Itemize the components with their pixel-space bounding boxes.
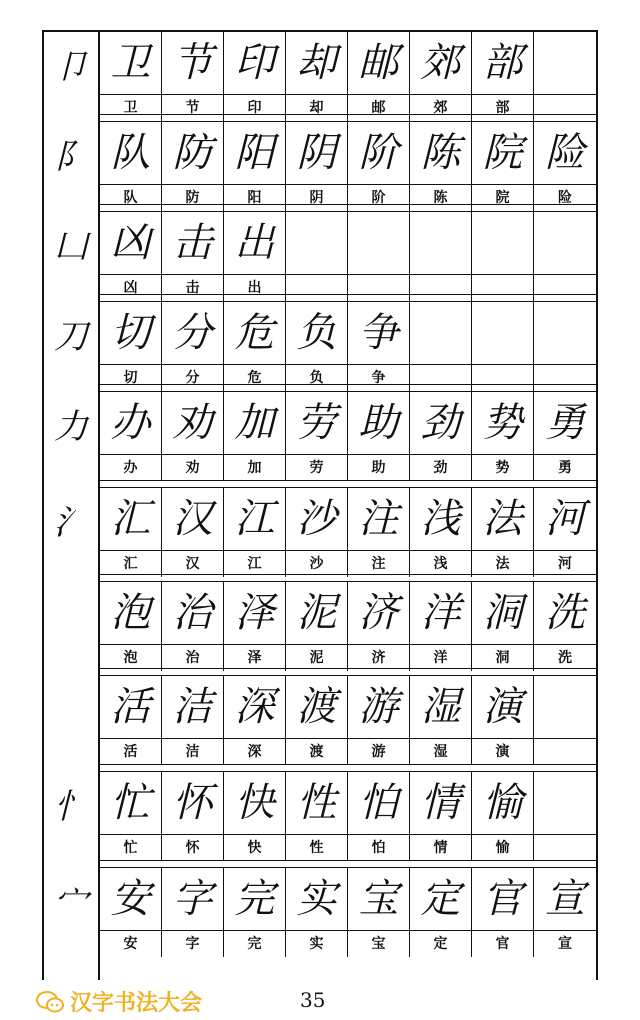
character-cell bbox=[100, 32, 162, 121]
character-cell bbox=[348, 772, 410, 861]
handwritten-character: 负 bbox=[296, 310, 337, 356]
handwritten-character: 部 bbox=[482, 40, 523, 86]
character-cell bbox=[410, 488, 472, 577]
printed-character: 渡 bbox=[286, 738, 347, 765]
handwritten-character: 办 bbox=[110, 400, 151, 446]
handwritten-character: 阴 bbox=[296, 130, 337, 176]
handwritten-character: 洁 bbox=[172, 684, 213, 730]
handwritten-character bbox=[410, 212, 471, 274]
character-cell bbox=[100, 212, 162, 301]
character-cell bbox=[348, 392, 410, 481]
character-cell bbox=[162, 488, 224, 577]
printed-character: 洗 bbox=[534, 644, 596, 671]
printed-character: 法 bbox=[472, 550, 533, 577]
brand-logo bbox=[36, 986, 202, 1017]
printed-character bbox=[534, 738, 596, 765]
handwritten-character: 官 bbox=[482, 876, 523, 922]
character-cell bbox=[286, 392, 348, 481]
character-cell bbox=[348, 122, 410, 211]
character-cell bbox=[224, 772, 286, 861]
character-cell bbox=[410, 32, 472, 121]
printed-character: 性 bbox=[286, 834, 347, 861]
printed-character: 泡 bbox=[100, 644, 161, 671]
handwritten-character: 忙 bbox=[110, 780, 151, 826]
character-cell bbox=[162, 32, 224, 121]
printed-character: 愉 bbox=[472, 834, 533, 861]
character-cell bbox=[534, 772, 596, 861]
character-cell bbox=[100, 582, 162, 671]
handwritten-character: 院 bbox=[482, 130, 523, 176]
printed-character: 阶 bbox=[348, 184, 409, 211]
printed-character: 浅 bbox=[410, 550, 471, 577]
handwritten-character: 洗 bbox=[545, 590, 585, 636]
printed-character: 快 bbox=[224, 834, 285, 861]
radical-label: 忄 bbox=[54, 787, 88, 827]
character-cell bbox=[472, 122, 534, 211]
radical-label: 阝 bbox=[54, 137, 88, 177]
row-separator bbox=[100, 764, 596, 772]
printed-character: 劳 bbox=[286, 454, 347, 481]
handwritten-character: 防 bbox=[172, 130, 213, 176]
printed-character: 凶 bbox=[100, 274, 161, 301]
printed-character: 防 bbox=[162, 184, 223, 211]
printed-character: 势 bbox=[472, 454, 533, 481]
character-cell bbox=[410, 392, 472, 481]
handwritten-character: 勇 bbox=[545, 400, 585, 446]
character-cell bbox=[224, 488, 286, 577]
handwritten-character: 治 bbox=[172, 590, 213, 636]
character-cell bbox=[162, 392, 224, 481]
handwritten-character: 渡 bbox=[296, 684, 337, 730]
handwritten-character: 沙 bbox=[296, 496, 337, 542]
radical-label: 氵 bbox=[54, 503, 88, 543]
printed-character: 加 bbox=[224, 454, 285, 481]
handwritten-character bbox=[410, 302, 471, 364]
character-cell bbox=[162, 868, 224, 957]
handwritten-character: 加 bbox=[234, 400, 275, 446]
character-cell bbox=[224, 122, 286, 211]
character-cell bbox=[286, 302, 348, 391]
printed-character: 游 bbox=[348, 738, 409, 765]
character-cell bbox=[472, 676, 534, 765]
character-cell bbox=[224, 212, 286, 301]
printed-character: 阴 bbox=[286, 184, 347, 211]
row-separator bbox=[100, 204, 596, 212]
character-cell bbox=[534, 122, 596, 211]
character-cell bbox=[348, 212, 410, 301]
handwritten-character: 性 bbox=[296, 780, 337, 826]
handwritten-character: 危 bbox=[234, 310, 275, 356]
printed-character: 怕 bbox=[348, 834, 409, 861]
handwritten-character: 汉 bbox=[172, 496, 213, 542]
character-cell bbox=[286, 32, 348, 121]
printed-character: 江 bbox=[224, 550, 285, 577]
character-cell bbox=[410, 212, 472, 301]
character-cell bbox=[348, 488, 410, 577]
handwritten-character bbox=[286, 212, 347, 274]
printed-character: 院 bbox=[472, 184, 533, 211]
handwritten-character: 快 bbox=[234, 780, 275, 826]
printed-character: 汇 bbox=[100, 550, 161, 577]
handwritten-character: 劝 bbox=[172, 400, 213, 446]
character-cell bbox=[100, 488, 162, 577]
printed-character: 注 bbox=[348, 550, 409, 577]
handwritten-character bbox=[534, 676, 596, 738]
handwritten-character: 劲 bbox=[420, 400, 461, 446]
character-cell bbox=[100, 302, 162, 391]
character-cell bbox=[410, 676, 472, 765]
character-cell bbox=[162, 582, 224, 671]
character-cell bbox=[286, 212, 348, 301]
radical-label: 卩 bbox=[54, 47, 88, 87]
character-cell bbox=[410, 302, 472, 391]
handwritten-character: 节 bbox=[172, 40, 213, 86]
printed-character: 治 bbox=[162, 644, 223, 671]
logo-text: 汉字书法大会 bbox=[70, 991, 203, 1016]
handwritten-character: 阶 bbox=[358, 130, 399, 176]
handwritten-character: 出 bbox=[234, 220, 275, 266]
handwritten-character: 浅 bbox=[420, 496, 461, 542]
printed-character: 济 bbox=[348, 644, 409, 671]
printed-character bbox=[534, 834, 596, 861]
printed-character: 击 bbox=[162, 274, 223, 301]
printed-character: 完 bbox=[224, 930, 285, 957]
printed-character: 办 bbox=[100, 454, 161, 481]
handwritten-character bbox=[472, 212, 533, 274]
printed-character: 出 bbox=[224, 274, 285, 301]
printed-character: 河 bbox=[534, 550, 596, 577]
character-cell bbox=[472, 868, 534, 957]
handwritten-character bbox=[534, 302, 596, 364]
handwritten-character: 险 bbox=[545, 130, 585, 176]
handwritten-character: 汇 bbox=[110, 496, 151, 542]
printed-character: 部 bbox=[472, 94, 533, 121]
character-cell bbox=[472, 392, 534, 481]
handwritten-character: 却 bbox=[296, 40, 337, 86]
radical-label: 凵 bbox=[54, 227, 88, 267]
printed-character: 阳 bbox=[224, 184, 285, 211]
printed-character: 危 bbox=[224, 364, 285, 391]
printed-character: 情 bbox=[410, 834, 471, 861]
handwritten-character bbox=[534, 772, 596, 834]
row-separator bbox=[100, 668, 596, 676]
character-cell bbox=[410, 868, 472, 957]
handwritten-character: 字 bbox=[172, 876, 213, 922]
handwritten-character: 愉 bbox=[482, 780, 523, 826]
handwritten-character: 定 bbox=[420, 876, 461, 922]
character-cell bbox=[100, 122, 162, 211]
character-cell bbox=[534, 582, 596, 671]
printed-character: 劲 bbox=[410, 454, 471, 481]
handwritten-character: 活 bbox=[110, 684, 151, 730]
character-cell bbox=[224, 676, 286, 765]
character-cell bbox=[534, 676, 596, 765]
radical-label: 刀 bbox=[54, 317, 88, 357]
character-cell bbox=[348, 582, 410, 671]
printed-character: 助 bbox=[348, 454, 409, 481]
row-separator bbox=[100, 114, 596, 122]
character-cell bbox=[100, 868, 162, 957]
character-cell bbox=[162, 772, 224, 861]
printed-character: 安 bbox=[100, 930, 161, 957]
printed-character: 却 bbox=[286, 94, 347, 121]
handwritten-character: 完 bbox=[234, 876, 275, 922]
printed-character: 洋 bbox=[410, 644, 471, 671]
handwritten-character: 怕 bbox=[358, 780, 399, 826]
printed-character: 负 bbox=[286, 364, 347, 391]
radical-label: 力 bbox=[54, 407, 88, 447]
printed-character: 忙 bbox=[100, 834, 161, 861]
character-cell bbox=[286, 488, 348, 577]
handwritten-character: 阳 bbox=[234, 130, 275, 176]
printed-character: 队 bbox=[100, 184, 161, 211]
handwritten-character: 势 bbox=[482, 400, 523, 446]
printed-character: 勇 bbox=[534, 454, 596, 481]
handwritten-character: 击 bbox=[172, 220, 213, 266]
printed-character: 演 bbox=[472, 738, 533, 765]
handwritten-character: 演 bbox=[482, 684, 523, 730]
handwritten-character: 陈 bbox=[420, 130, 461, 176]
handwritten-character bbox=[472, 302, 533, 364]
character-cell bbox=[410, 772, 472, 861]
handwritten-character: 争 bbox=[358, 310, 399, 356]
handwritten-character: 泡 bbox=[110, 590, 151, 636]
printed-character: 卫 bbox=[100, 94, 161, 121]
radical-label: 宀 bbox=[54, 883, 88, 923]
frame-right-border bbox=[596, 30, 598, 980]
printed-character: 切 bbox=[100, 364, 161, 391]
printed-character: 湿 bbox=[410, 738, 471, 765]
character-cell bbox=[534, 392, 596, 481]
handwritten-character: 泽 bbox=[234, 590, 275, 636]
printed-character: 陈 bbox=[410, 184, 471, 211]
character-cell bbox=[162, 122, 224, 211]
handwritten-character: 江 bbox=[234, 496, 275, 542]
character-cell bbox=[162, 676, 224, 765]
printed-character: 活 bbox=[100, 738, 161, 765]
printed-character: 节 bbox=[162, 94, 223, 121]
character-cell bbox=[410, 122, 472, 211]
character-cell bbox=[472, 32, 534, 121]
handwritten-character: 队 bbox=[110, 130, 151, 176]
handwritten-character: 游 bbox=[358, 684, 399, 730]
handwritten-character: 河 bbox=[545, 496, 585, 542]
character-cell bbox=[348, 32, 410, 121]
handwritten-character: 怀 bbox=[172, 780, 213, 826]
character-cell bbox=[472, 302, 534, 391]
printed-character: 实 bbox=[286, 930, 347, 957]
printed-character: 邮 bbox=[348, 94, 409, 121]
handwritten-character: 湿 bbox=[420, 684, 461, 730]
handwritten-character bbox=[534, 212, 596, 274]
character-cell bbox=[286, 772, 348, 861]
chat-bubble-icon bbox=[36, 990, 64, 1014]
printed-character: 字 bbox=[162, 930, 223, 957]
handwritten-character: 深 bbox=[234, 684, 275, 730]
character-cell bbox=[100, 772, 162, 861]
printed-character: 争 bbox=[348, 364, 409, 391]
character-cell bbox=[472, 582, 534, 671]
printed-character: 印 bbox=[224, 94, 285, 121]
character-cell bbox=[472, 212, 534, 301]
handwritten-character: 卫 bbox=[110, 40, 151, 86]
character-cell bbox=[534, 302, 596, 391]
handwritten-character: 洋 bbox=[420, 590, 461, 636]
character-cell bbox=[224, 302, 286, 391]
handwritten-character: 切 bbox=[110, 310, 151, 356]
character-cell bbox=[348, 302, 410, 391]
handwritten-character: 邮 bbox=[358, 40, 399, 86]
character-cell bbox=[410, 582, 472, 671]
printed-character: 怀 bbox=[162, 834, 223, 861]
character-cell bbox=[224, 868, 286, 957]
character-cell bbox=[286, 676, 348, 765]
character-cell bbox=[224, 392, 286, 481]
character-cell bbox=[100, 392, 162, 481]
character-cell bbox=[162, 302, 224, 391]
handwritten-character: 分 bbox=[172, 310, 213, 356]
character-cell bbox=[286, 582, 348, 671]
character-cell bbox=[100, 676, 162, 765]
printed-character: 洁 bbox=[162, 738, 223, 765]
row-separator bbox=[100, 480, 596, 488]
character-cell bbox=[286, 868, 348, 957]
handwritten-character: 凶 bbox=[110, 220, 151, 266]
handwritten-character: 泥 bbox=[296, 590, 337, 636]
printed-character: 宝 bbox=[348, 930, 409, 957]
printed-character: 分 bbox=[162, 364, 223, 391]
handwritten-character: 宝 bbox=[358, 876, 399, 922]
printed-character: 泥 bbox=[286, 644, 347, 671]
printed-character: 定 bbox=[410, 930, 471, 957]
handwritten-character: 印 bbox=[234, 40, 275, 86]
printed-character: 险 bbox=[534, 184, 596, 211]
character-cell bbox=[224, 32, 286, 121]
character-cell bbox=[534, 32, 596, 121]
handwritten-character: 济 bbox=[358, 590, 399, 636]
printed-character: 宣 bbox=[534, 930, 596, 957]
handwritten-character: 郊 bbox=[420, 40, 461, 86]
handwritten-character: 实 bbox=[296, 876, 337, 922]
page-footer bbox=[0, 982, 640, 1020]
handwritten-character: 安 bbox=[110, 876, 151, 922]
handwritten-character: 助 bbox=[358, 400, 399, 446]
character-cell bbox=[348, 676, 410, 765]
handwritten-character: 注 bbox=[358, 496, 399, 542]
printed-character: 深 bbox=[224, 738, 285, 765]
character-cell bbox=[348, 868, 410, 957]
printed-character: 泽 bbox=[224, 644, 285, 671]
character-cell bbox=[534, 488, 596, 577]
handwritten-character bbox=[534, 32, 596, 94]
handwritten-character: 法 bbox=[482, 496, 523, 542]
page-number: 35 bbox=[300, 988, 326, 1012]
character-cell bbox=[534, 868, 596, 957]
character-cell bbox=[224, 582, 286, 671]
row-separator bbox=[100, 294, 596, 302]
character-cell bbox=[534, 212, 596, 301]
row-separator bbox=[100, 860, 596, 868]
character-cell bbox=[162, 212, 224, 301]
handwritten-character: 劳 bbox=[296, 400, 337, 446]
handwritten-character bbox=[348, 212, 409, 274]
handwritten-character: 洞 bbox=[482, 590, 523, 636]
character-cell bbox=[472, 488, 534, 577]
printed-character: 郊 bbox=[410, 94, 471, 121]
printed-character: 洞 bbox=[472, 644, 533, 671]
printed-character: 劝 bbox=[162, 454, 223, 481]
character-cell bbox=[286, 122, 348, 211]
handwritten-character: 宣 bbox=[545, 876, 585, 922]
character-cell bbox=[472, 772, 534, 861]
row-separator bbox=[100, 384, 596, 392]
printed-character: 官 bbox=[472, 930, 533, 957]
handwritten-character: 情 bbox=[420, 780, 461, 826]
printed-character: 沙 bbox=[286, 550, 347, 577]
row-separator bbox=[100, 574, 596, 582]
printed-character: 汉 bbox=[162, 550, 223, 577]
